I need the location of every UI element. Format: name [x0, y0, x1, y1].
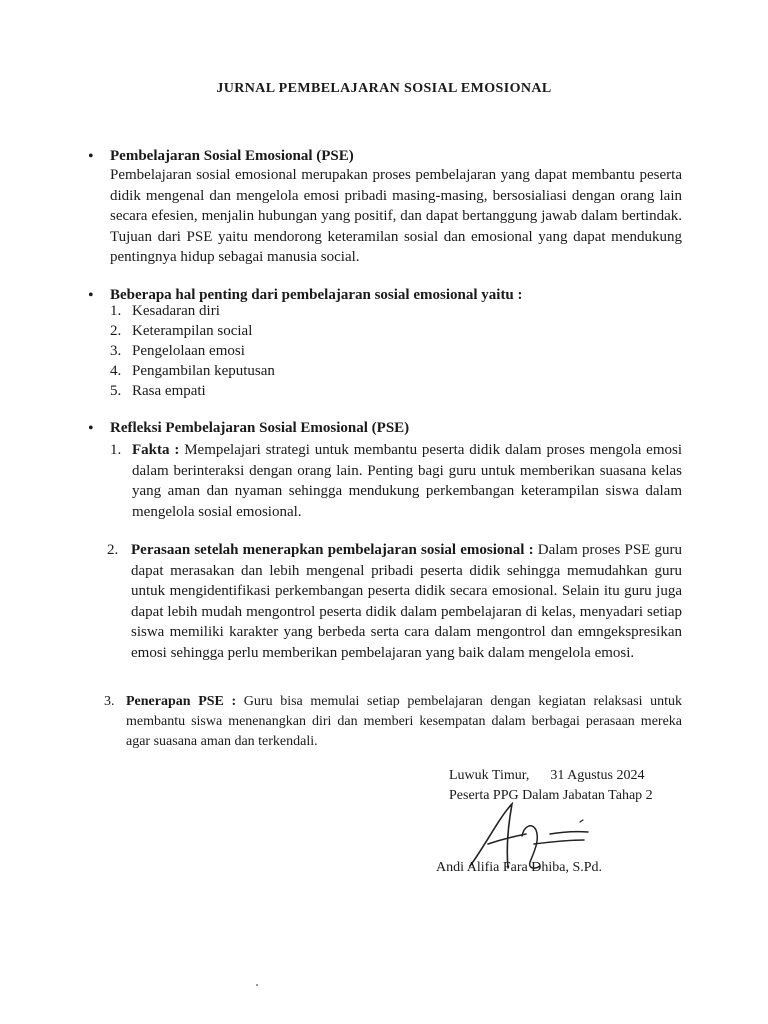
- list-item: 2. Keterampilan social: [110, 323, 253, 339]
- signature-place: Luwuk Timur,: [449, 768, 530, 783]
- document-title: JURNAL PEMBELAJARAN SOSIAL EMOSIONAL: [216, 81, 552, 96]
- item-text: Guru bisa memulai setiap pembelajaran dengan kegiatan relaksasi untuk membantu siswa menenangkan diri dan memberi kesempatan dalam berbagai perasaan mereka agar suasana aman dan terkendali.: [126, 694, 682, 749]
- list-item: 3. Pengelolaan emosi: [110, 343, 245, 359]
- important-points-list: [110, 301, 275, 401]
- reflection-item-perasaan: 2. Perasaan setelah menerapkan pembelajaran sosial emosional : Dalam proses PSE guru dapat merasakan dan lebih mengenal pribadi peserta didik sehingga memudahkan guru untuk mengidentifikasi perkembangan peserta didik secara emosional. Selain itu guru juga dapat lebih mudah mengontrol peserta didik dalam pembelajaran di kelas, menyadari setiap siswa memiliki karakter yang berbeda serta cara dalam mengontrol dan emngekspresikan emosi sehingga perlu memberikan pembelajaran yang baik dalam mengelola emosi.: [107, 542, 683, 661]
- signature-name: Andi Alifia Fara Dhiba, S.Pd.: [436, 860, 603, 875]
- list-item: 1. Kesadaran diri: [110, 303, 220, 319]
- section1-paragraph: Pembelajaran sosial emosional merupakan proses pembelajaran yang dapat membantu peserta didik mengenal dan mengelola emosi pribadi masing-masing, bersosialiasi dengan orang lain secara efesien, menjalin hubungan yang positif, dan dapat bertanggung jawab dalam bertindak. Tujuan dari PSE yaitu mendorong keteramilan sosial dan emosional yang dapat mendukung pentingnya hidup sebagai manusia social.: [110, 167, 682, 265]
- item-label: Fakta :: [132, 442, 180, 458]
- item-text: Dalam proses PSE guru dapat merasakan dan lebih mengenal pribadi peserta didik sehingga memudahkan guru untuk mengidentifikasi perkembangan peserta didik secara emosional. Selain itu guru juga dapat lebih mudah mengontrol peserta didik dalam pembelajaran di kelas, menyadari setiap siswa memiliki karakter yang berbeda serta cara dalam mengontrol dan emngekspresikan emosi sehingga perlu memberikan pembelajaran yang baik dalam mengelola emosi.: [131, 542, 683, 661]
- reflection-item-fakta: 1. Fakta : Mempelajari strategi untuk membantu peserta didik dalam proses mengola emosi dalam berinteraksi dengan orang lain. Penting bagi guru untuk memberikan suasana kelas yang aman dan nyaman sehingga mendukung perkembangan keterampilan siswa dalam mengelola sosial emosional.: [110, 442, 682, 520]
- item-label: Penerapan PSE :: [126, 694, 237, 709]
- reflection-item-penerapan: 3. Penerapan PSE : Guru bisa memulai setiap pembelajaran dengan kegiatan relaksasi untuk membantu siswa menenangkan diri dan memberi kesempatan dalam berbagai perasaan mereka agar suasana aman dan terkendali.: [104, 694, 682, 749]
- bullet-3: •: [88, 420, 94, 437]
- item-label: Perasaan setelah menerapkan pembelajaran sosial emosional :: [131, 542, 534, 558]
- scan-speck: [256, 984, 258, 986]
- list-item: 5. Rasa empati: [110, 383, 206, 399]
- section1-heading: Pembelajaran Sosial Emosional (PSE): [110, 148, 354, 164]
- list-item: 4. Pengambilan keputusan: [110, 363, 275, 379]
- item-text: Mempelajari strategi untuk membantu peserta didik dalam proses mengola emosi dalam berinteraksi dengan orang lain. Penting bagi guru untuk memberikan suasana kelas yang aman dan nyaman sehingga mendukung perkembangan keterampilan siswa dalam mengelola sosial emosional.: [132, 442, 682, 520]
- bullet-2: •: [88, 287, 94, 304]
- section2-heading: Beberapa hal penting dari pembelajaran sosial emosional yaitu :: [110, 287, 523, 303]
- section3-heading: Refleksi Pembelajaran Sosial Emosional (PSE): [110, 420, 410, 436]
- signature-role: Peserta PPG Dalam Jabatan Tahap 2: [449, 788, 653, 803]
- signature-place-date: [449, 766, 644, 786]
- bullet-1: •: [88, 148, 94, 165]
- signature-date: 31 Agustus 2024: [550, 768, 645, 783]
